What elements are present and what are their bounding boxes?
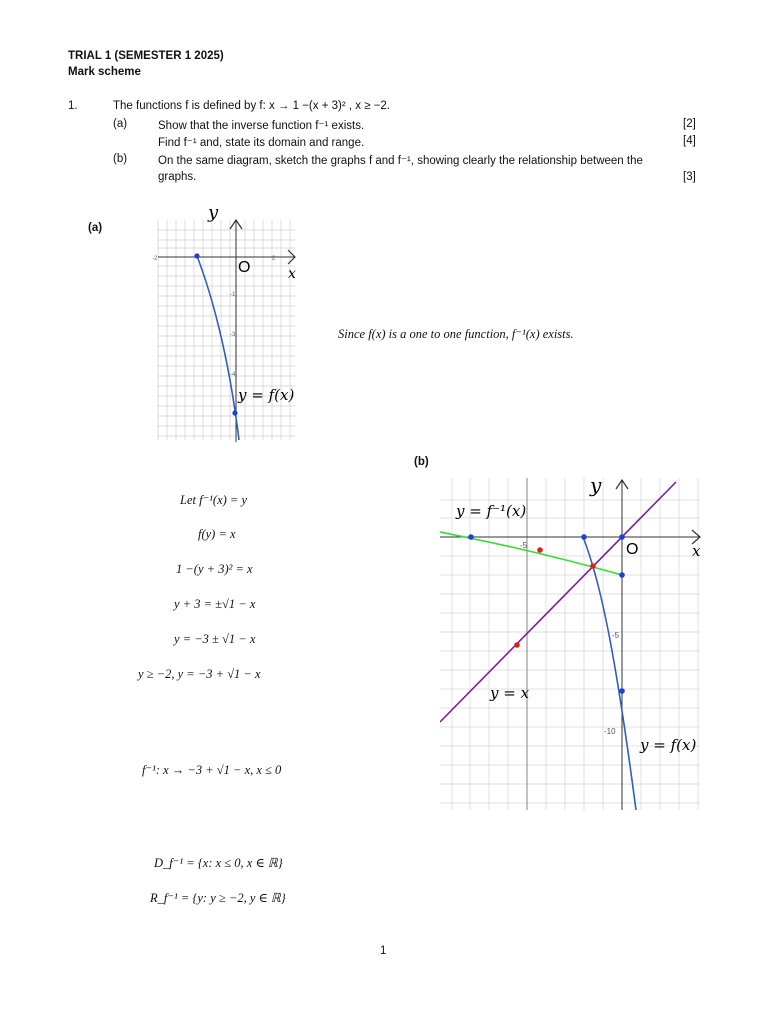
since-statement: Since f(x) is a one to one function, f⁻¹(x) exists. (338, 327, 574, 341)
document-title: TRIAL 1 (SEMESTER 1 2025) (68, 50, 224, 62)
part-a-line-1: Show that the inverse function f⁻¹ exists. (158, 120, 365, 132)
graph-b-label-identity: y = x (490, 684, 530, 702)
graph-a-y-label: y (208, 202, 219, 223)
graph-a-tick-neg1: -1 (230, 292, 236, 298)
part-a-mark-1: [2] (683, 118, 696, 130)
graph-b-label-f: y = f(x) (640, 736, 697, 754)
graph-a-origin: O (238, 259, 251, 276)
graph-a-point-yint (232, 410, 237, 415)
graph-b-point-origin (619, 534, 625, 540)
domain-statement: D_f⁻¹ = {x: x ≤ 0, x ∈ ℝ} (154, 856, 283, 870)
part-a-label: (a) (113, 118, 128, 130)
graph-b-point-inverse-red (537, 547, 543, 553)
graph-b-y-label: y (590, 473, 602, 497)
part-b-mark: [3] (683, 171, 696, 183)
graph-a-grid (158, 220, 295, 440)
working-line-5: y = −3 ± √1 − x (174, 632, 256, 646)
question-stem: The functions f is defined by f: x → 1 −(x + 3)² , x ≥ −2. (113, 100, 391, 112)
graph-b-point-f-yint (619, 688, 625, 694)
graph-b-curve-f-inverse (440, 532, 622, 575)
graph-a (150, 200, 310, 445)
graph-a-tick-neg3: -3 (230, 332, 236, 338)
working-line-1: Let f⁻¹(x) = y (180, 493, 248, 507)
graph-b-point-intersection (590, 563, 596, 569)
document-subtitle: Mark scheme (68, 66, 141, 78)
graph-b-label: (b) (414, 456, 429, 468)
graph-a-x-label: x (288, 266, 296, 282)
page-number: 1 (380, 945, 387, 957)
working-line-3: 1 −(y + 3)² = x (176, 562, 253, 576)
working-line-6: y ≥ −2, y = −3 + √1 − x (138, 667, 261, 681)
question-number: 1. (68, 100, 78, 112)
graph-a-tick-neg2: -2 (152, 256, 158, 262)
graph-b-point-inverse-xint (468, 534, 474, 540)
graph-b-point-f-start (581, 534, 587, 540)
graph-a-tick-2: 2 (272, 256, 276, 262)
part-b-label: (b) (113, 153, 128, 165)
graph-b-tick-y-neg5: -5 (612, 631, 620, 640)
graph-a-tick-neg4: -4 (230, 372, 236, 378)
graph-b-curve-f (583, 537, 639, 810)
graph-b-tick-y-neg10: -10 (604, 727, 616, 736)
graph-b (440, 470, 740, 812)
graph-a-point-start (194, 253, 199, 258)
working-line-4: y + 3 = ±√1 − x (174, 597, 256, 611)
graph-b-x-label: x (692, 542, 701, 560)
graph-a-label: (a) (88, 222, 103, 234)
graph-b-origin: O (626, 541, 639, 558)
part-a-mark-2: [4] (683, 135, 696, 147)
range-statement: R_f⁻¹ = {y: y ≥ −2, y ∈ ℝ} (150, 891, 286, 905)
working-line-2: f(y) = x (198, 527, 236, 541)
graph-b-label-inverse: y = f⁻¹(x) (456, 502, 527, 520)
graph-a-curve-label: y = f(x) (238, 386, 295, 404)
graph-b-point-inverse-yint (619, 572, 625, 578)
part-b-line-1: On the same diagram, sketch the graphs f and f⁻¹, showing clearly the relationship between the (158, 155, 643, 167)
inverse-definition: f⁻¹: x → −3 + √1 − x, x ≤ 0 (142, 763, 282, 777)
graph-b-point-line-red (514, 642, 520, 648)
part-a-line-2: Find f⁻¹ and, state its domain and range. (158, 137, 365, 149)
graph-b-tick-x-neg5: -5 (520, 541, 528, 550)
part-b-line-2: graphs. (158, 171, 197, 183)
graph-b-grid (440, 478, 700, 810)
